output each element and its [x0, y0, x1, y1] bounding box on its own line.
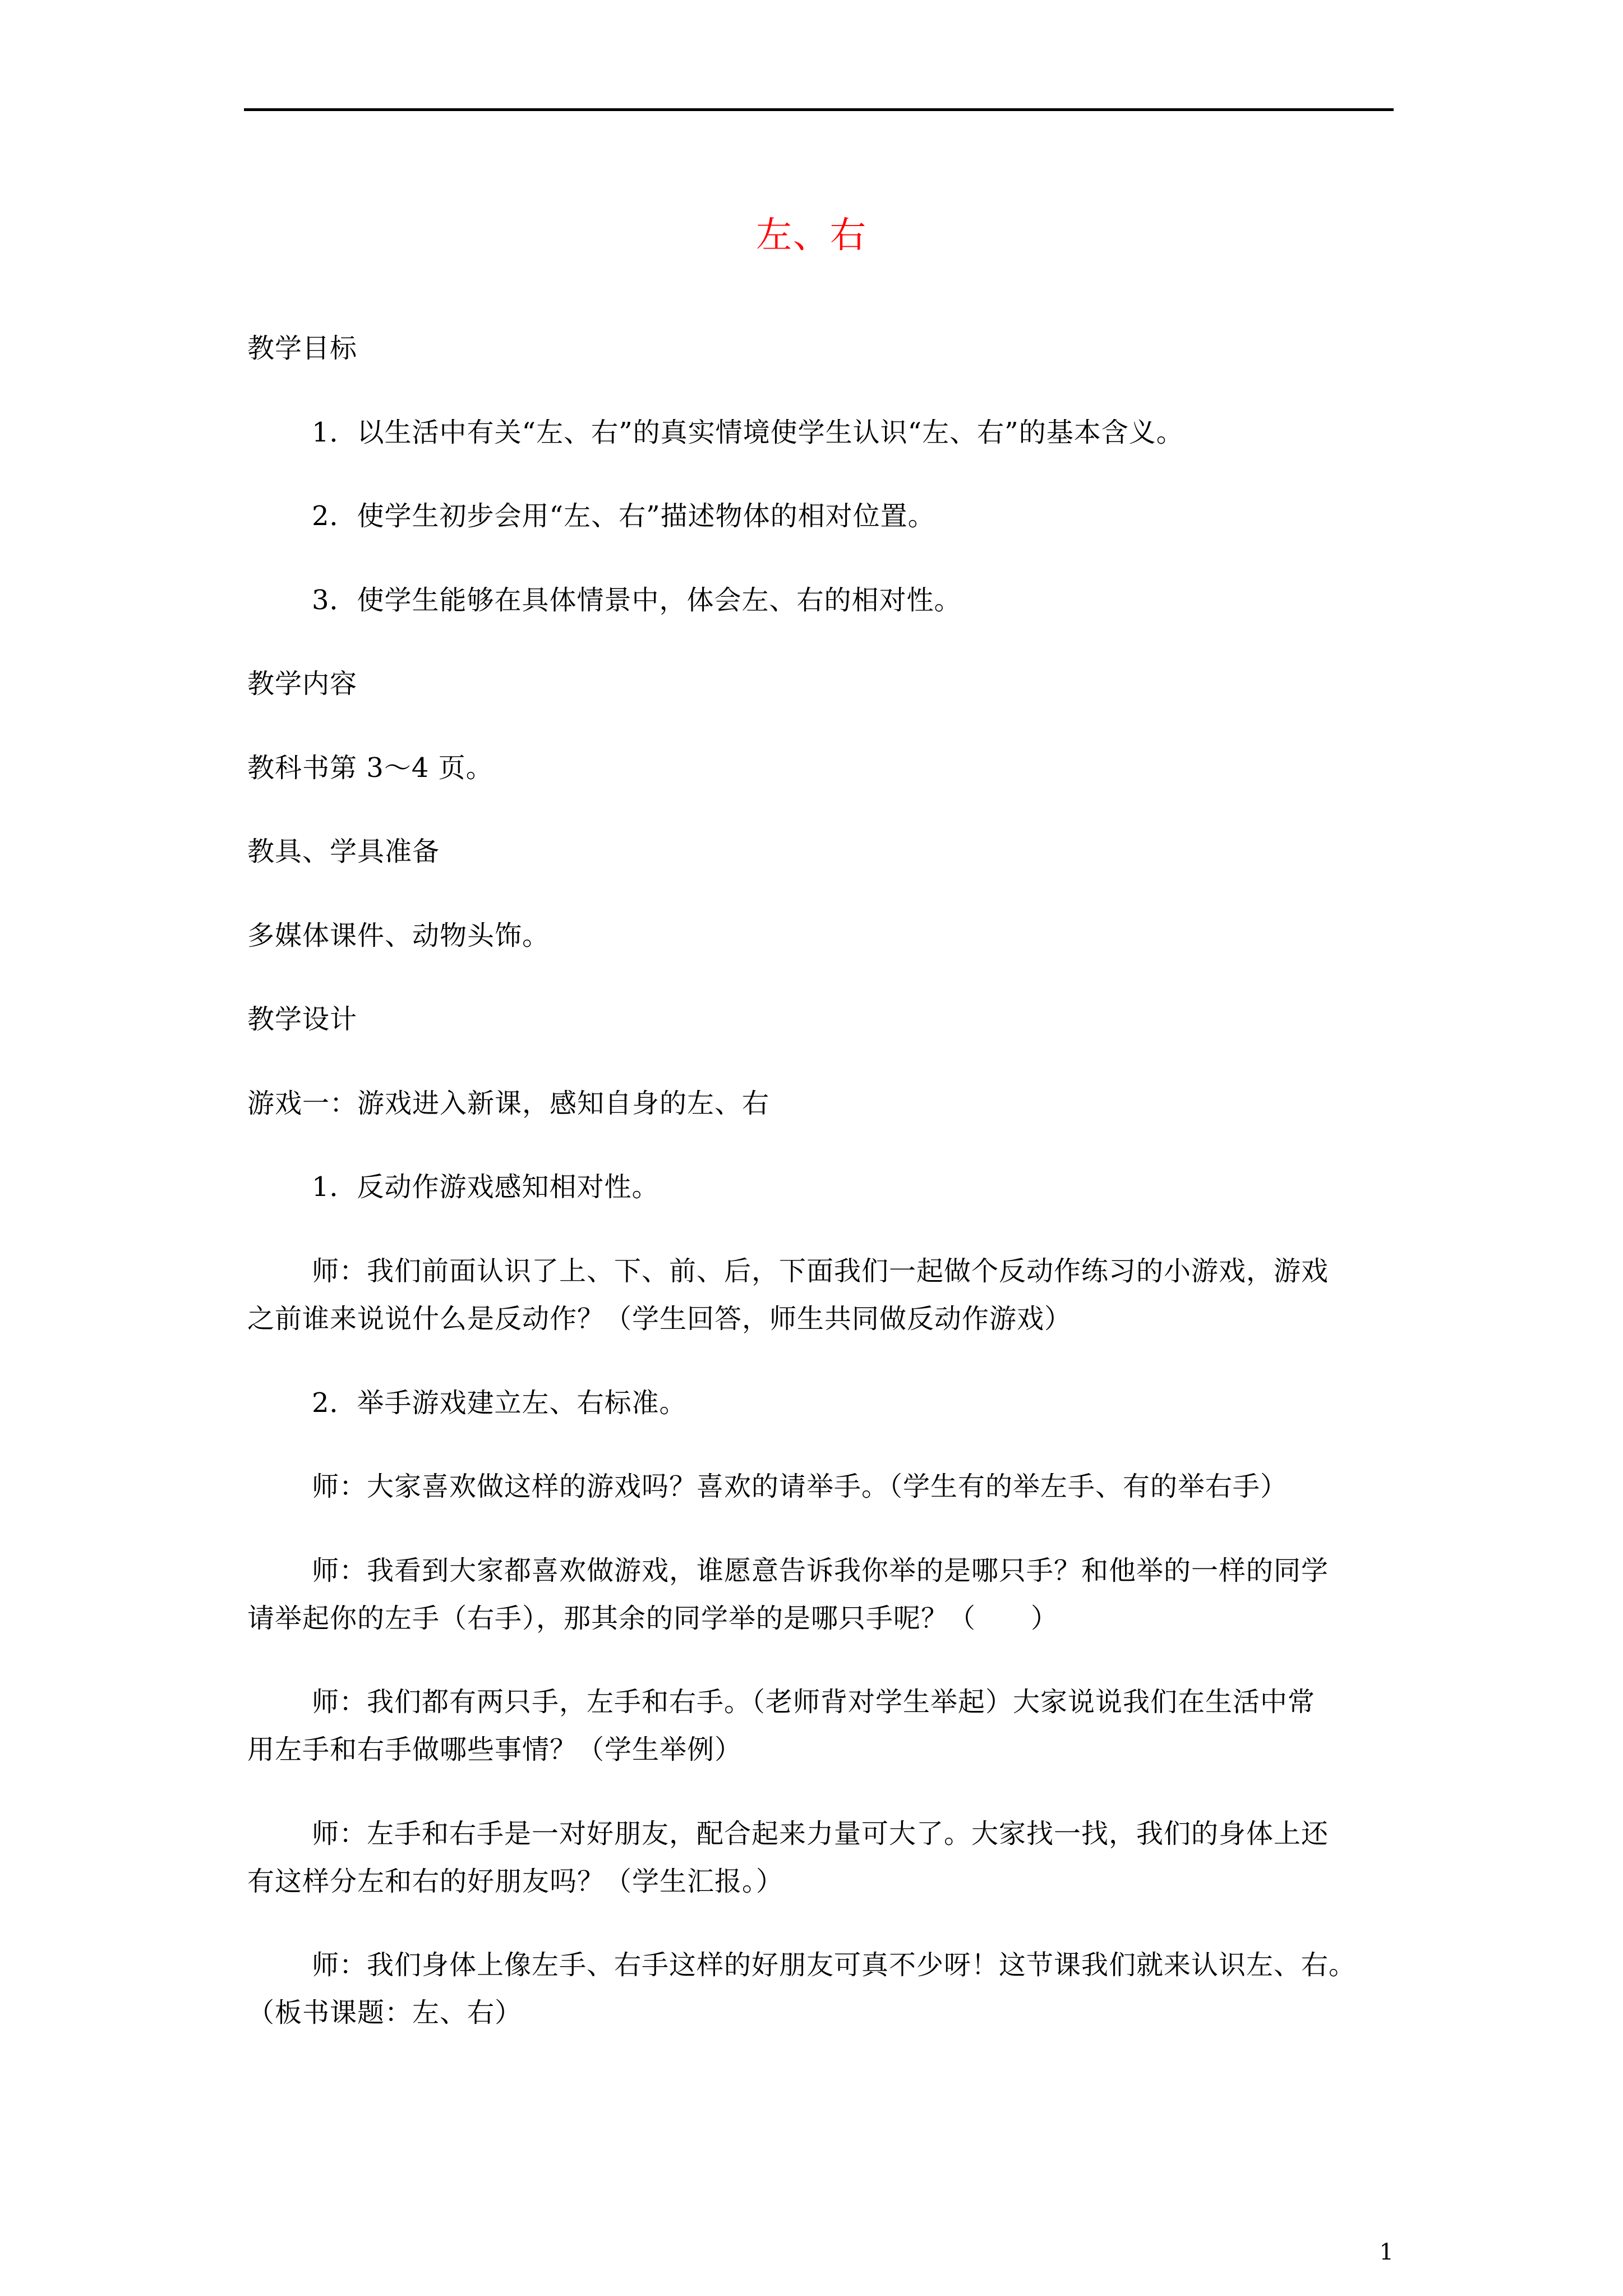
objective-item-3: 3．使学生能够在具体情景中，体会左、右的相对性。 — [312, 585, 962, 616]
paragraph-6-line-1: 师：我们身体上像左手、右手这样的好朋友可真不少呀！这节课我们就来认识左、右。 — [312, 1949, 1357, 1981]
paragraph-3-line-1: 师：我看到大家都喜欢做游戏，谁愿意告诉我你举的是哪只手？和他举的一样的同学 — [312, 1555, 1329, 1586]
section-heading-objectives: 教学目标 — [247, 333, 358, 364]
objective-item-1: 1．以生活中有关“左、右”的真实情境使学生认识“左、右”的基本含义。 — [312, 417, 1184, 448]
paragraph-3-line-2: 请举起你的左手（右手），那其余的同学举的是哪只手呢？（ ） — [247, 1603, 1059, 1634]
paragraph-5-line-2: 有这样分左和右的好朋友吗？（学生汇报。） — [247, 1866, 784, 1897]
game-one-heading: 游戏一：游戏进入新课，感知自身的左、右 — [247, 1088, 770, 1119]
step-2-heading: 2．举手游戏建立左、右标准。 — [312, 1387, 687, 1419]
materials-text: 多媒体课件、动物头饰。 — [247, 920, 550, 951]
paragraph-1-line-2: 之前谁来说说什么是反动作？（学生回答，师生共同做反动作游戏） — [247, 1303, 1072, 1335]
content-text: 教科书第 3～4 页。 — [247, 752, 494, 784]
step-1-heading: 1．反动作游戏感知相对性。 — [312, 1171, 660, 1203]
document-title: 左、右 — [756, 215, 867, 256]
section-heading-materials: 教具、学具准备 — [247, 836, 440, 867]
paragraph-4-line-2: 用左手和右手做哪些事情？（学生举例） — [247, 1734, 743, 1765]
section-heading-design: 教学设计 — [247, 1004, 358, 1035]
paragraph-4-line-1: 师：我们都有两只手，左手和右手。（老师背对学生举起）大家说说我们在生活中常 — [312, 1686, 1316, 1718]
objective-item-2: 2．使学生初步会用“左、右”描述物体的相对位置。 — [312, 500, 935, 532]
page-number: 1 — [1379, 2239, 1394, 2265]
paragraph-5-line-1: 师：左手和右手是一对好朋友，配合起来力量可大了。大家找一找，我们的身体上还 — [312, 1818, 1329, 1849]
section-heading-content: 教学内容 — [247, 668, 358, 700]
paragraph-6-line-2: （板书课题：左、右） — [247, 1997, 523, 2028]
header-rule — [244, 108, 1394, 111]
paragraph-1-line-1: 师：我们前面认识了上、下、前、后，下面我们一起做个反动作练习的小游戏，游戏 — [312, 1255, 1329, 1287]
paragraph-2-line-1: 师：大家喜欢做这样的游戏吗？喜欢的请举手。（学生有的举左手、有的举右手） — [312, 1471, 1288, 1502]
